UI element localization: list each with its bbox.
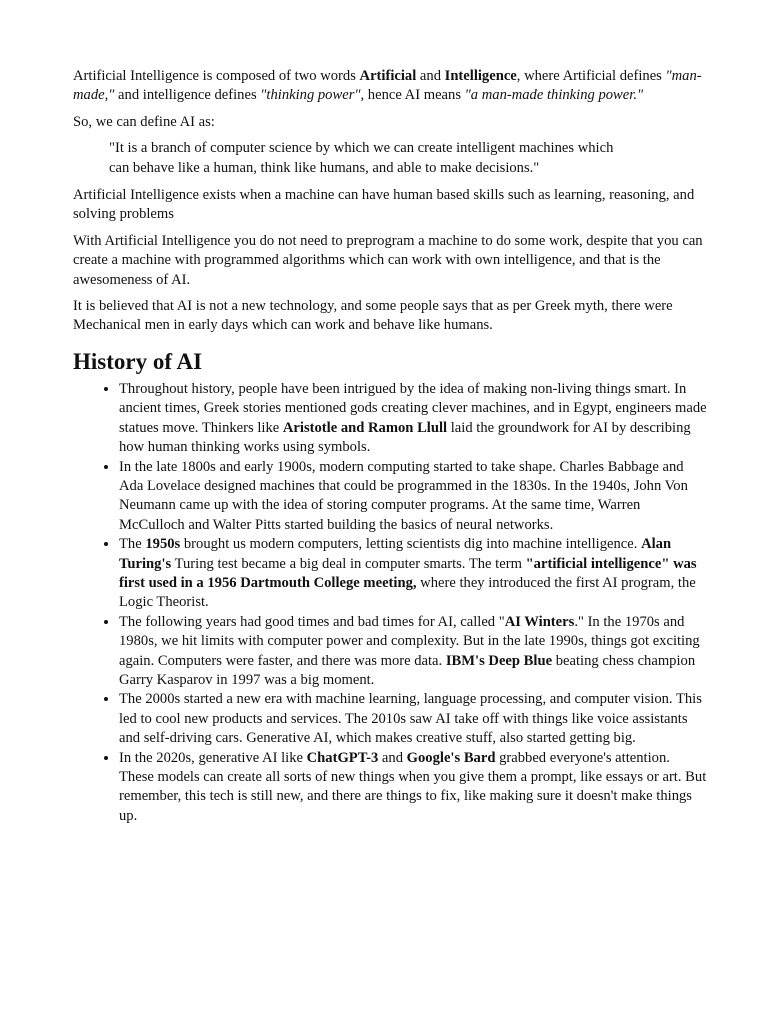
text-span: , hence AI means — [360, 87, 465, 104]
text-span: , where Artificial defines — [516, 68, 666, 84]
bold-text: "artificial intelligence" was first used in a 1956 Dartmouth College meeting, — [119, 555, 697, 591]
text-span: The — [119, 536, 146, 553]
text-span: and — [416, 68, 445, 84]
history-item-ancient — [119, 380, 708, 458]
italic-ai-meaning: "a man-made thinking power." — [464, 87, 644, 104]
text-span: grabbed everyone's attention. These models can create all sorts of new things when you give them a prompt, like essays or art. But remember, this tech is still new, and there are things to fix, like making sure it doesn't make things up. — [119, 749, 707, 824]
bold-text: 1950s — [145, 536, 181, 553]
italic-thinking-power: "thinking power" — [260, 87, 361, 104]
text-span: where they introduced the first AI program, the Logic Theorist. — [119, 574, 696, 611]
bold-term-intelligence: Intelligence — [444, 68, 517, 84]
italic-man-made: "man-made," — [73, 68, 702, 104]
intro-paragraph-myth: It is believed that AI is not a new technology, and some people says that as per Greek myth, there were Mechanical men in early days which can work and behave like humans. — [73, 298, 673, 334]
intro-paragraph-preprogram: With Artificial Intelligence you do not need to preprogram a machine to do some work, despite that you can create a machine with programmed algorithms which can work with own intelligence, and that is the awesomeness of AI. — [73, 232, 703, 288]
history-item-1950s — [119, 535, 708, 613]
text-span: beating chess champion Garry Kasparov in 1997 was a big moment. — [119, 652, 696, 688]
text-span: Turing test became a big deal in computer smarts. The term — [171, 555, 526, 572]
text-span: Artificial Intelligence is composed of two words — [73, 68, 360, 84]
text-span: ." In the 1970s and 1980s, we hit limits with computer power and complexity. But in the late 1990s, things got exciting again. Computers were faster, and there was more data. — [119, 613, 700, 669]
text-span: The following years had good times and bad times for AI, called " — [119, 613, 505, 630]
quote-line: can behave like a human, think like humans, and able to make decisions." — [109, 159, 540, 176]
bold-text: Alan Turing's — [119, 536, 672, 572]
history-item-2000s: • The 2000s started a new era with machine learning, language processing, and computer vision. This led to cool new products and services. The 2010s saw AI take off with things like voice assistants and self-driving cars. Generative AI, which makes creative stuff, also started getting big. — [119, 690, 708, 748]
history-item-ai-winters — [119, 613, 708, 691]
bold-text: Google's Bard — [406, 749, 496, 766]
definition-quote — [109, 139, 708, 178]
bold-text: Aristotle and Ramon Llull — [282, 419, 448, 436]
text-span: and intelligence defines — [114, 87, 261, 104]
intro-paragraph-definition — [73, 67, 708, 106]
text-span: Throughout history, people have been intrigued by the idea of making non-living things smart. In ancient times, Greek stories mentioned gods creating clever machines, and in Egypt, engineers made statues move. Thinkers like — [119, 380, 707, 436]
text-span: laid the groundwork for AI by describing how human thinking works using symbols. — [119, 419, 691, 456]
history-item-1800s: • In the late 1800s and early 1900s, modern computing started to take shape. Charles Babbage and Ada Lovelace designed machines that could be programmed in the 1830s. In the 1940s, John Von Neumann came up with the idea of storing computer programs. At the same time, Warren McCulloch and Walter Pitts started building the basics of neural networks. — [119, 458, 708, 536]
text-span: and — [378, 749, 407, 766]
bold-text: ChatGPT-3 — [306, 749, 379, 766]
history-list — [73, 380, 708, 826]
text-span: In the 2020s, generative AI like — [119, 749, 307, 766]
bold-term-artificial: Artificial — [359, 68, 417, 84]
intro-paragraph-define: So, we can define AI as: — [73, 113, 215, 130]
history-heading: History of AI — [73, 348, 203, 374]
quote-line: "It is a branch of computer science by which we can create intelligent machines which — [109, 140, 614, 157]
intro-paragraph-skills: Artificial Intelligence exists when a machine can have human based skills such as learning, reasoning, and solving problems — [73, 187, 695, 223]
history-item-2020s — [119, 749, 708, 827]
bold-text: IBM's Deep Blue — [445, 652, 553, 669]
bold-text: AI Winters — [504, 613, 575, 630]
text-span: brought us modern computers, letting scientists dig into machine intelligence. — [180, 536, 642, 553]
